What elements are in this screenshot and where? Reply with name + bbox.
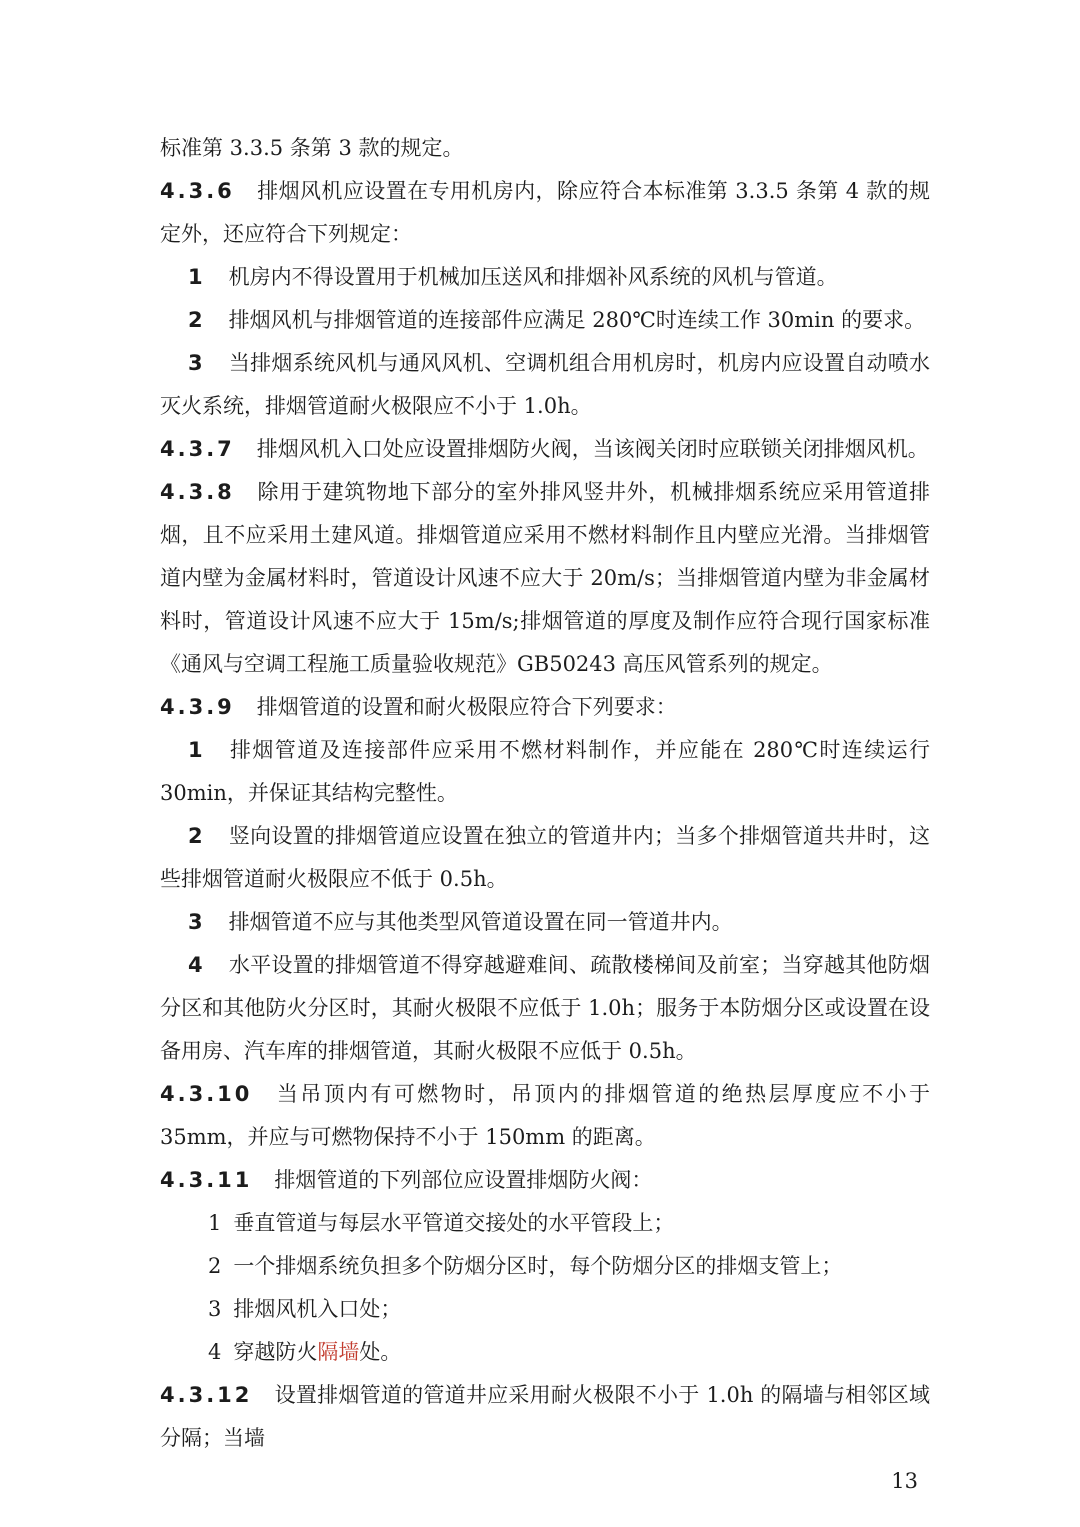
paragraph-text: 排烟管道的设置和耐火极限应符合下列要求： <box>256 695 677 719</box>
clause-number: 4.3.7 <box>160 437 235 461</box>
paragraph-text: 除用于建筑物地下部分的室外排风竖井外，机械排烟系统应采用管道排烟，且不应采用土建风道。排烟管道应采用不燃材料制作且内壁应光滑。当排烟管道内壁为金属材料时，管道设计风速不应大于 20m/s；当排烟管道内壁为非金属材料时，管道设计风速不应大于 15m/s;排烟管道的厚度及制作应符合现行国家标准《通风与空调工程施工质量验收规范》GB50243 高压风管系列的规定。 <box>160 480 930 676</box>
item-number: 2 <box>188 308 203 332</box>
clause-4-3-9 <box>160 686 930 729</box>
clause-4-3-7 <box>160 428 930 471</box>
clause-4-3-10 <box>160 1073 930 1159</box>
paragraph-text: 处。 <box>359 1340 402 1364</box>
paragraph-text: 设置排烟管道的管道井应采用耐火极限不小于 1.0h 的隔墙与相邻区域分隔；当墙 <box>160 1383 930 1450</box>
item-number: 2 <box>188 824 203 848</box>
highlighted-text: 隔墙 <box>317 1340 360 1364</box>
paragraph-text: 竖向设置的排烟管道应设置在独立的管道井内；当多个排烟管道共井时，这些排烟管道耐火极限应不低于 0.5h。 <box>160 824 930 891</box>
item-number: 1 <box>188 738 203 762</box>
item-number: 1 <box>188 265 203 289</box>
clause-4-3-6 <box>160 170 930 256</box>
continuation-paragraph <box>160 127 930 170</box>
paragraph-text: 排烟管道不应与其他类型风管道设置在同一管道井内。 <box>228 910 733 934</box>
clause-4-3-12 <box>160 1374 930 1460</box>
paragraph-text: 当排烟系统风机与通风风机、空调机组合用机房时，机房内应设置自动喷水灭火系统，排烟管道耐火极限应不小于 1.0h。 <box>160 351 930 418</box>
page-number: 13 <box>891 1469 918 1493</box>
paragraph-text: 垂直管道与每层水平管道交接处的水平管段上； <box>233 1211 675 1235</box>
clause-4-3-9-item-2 <box>160 815 930 901</box>
item-number: 3 <box>188 351 203 375</box>
paragraph-text: 排烟风机入口处； <box>233 1297 402 1321</box>
clause-4-3-9-item-1 <box>160 729 930 815</box>
clause-4-3-11 <box>160 1159 930 1202</box>
paragraph-text: 标准第 3.3.5 条第 3 款的规定。 <box>160 136 464 160</box>
clause-number: 4.3.9 <box>160 695 235 719</box>
paragraph-text: 排烟风机入口处应设置排烟防火阀，当该阀关闭时应联锁关闭排烟风机。 <box>256 437 929 461</box>
clause-4-3-6-item-3 <box>160 342 930 428</box>
item-number: 1 <box>208 1211 222 1235</box>
clause-number: 4.3.10 <box>160 1082 253 1106</box>
paragraph-text: 穿越防火 <box>233 1340 318 1364</box>
clause-4-3-6-item-2 <box>160 299 930 342</box>
paragraph-text: 一个排烟系统负担多个防烟分区时，每个防烟分区的排烟支管上； <box>233 1254 843 1278</box>
paragraph-text: 排烟风机应设置在专用机房内，除应符合本标准第 3.3.5 条第 4 款的规定外，还应符合下列规定： <box>160 179 930 246</box>
item-number: 4 <box>188 953 203 977</box>
paragraph-text: 排烟风机与排烟管道的连接部件应满足 280℃时连续工作 30min 的要求。 <box>228 308 926 332</box>
clause-4-3-9-item-3 <box>160 901 930 944</box>
item-number: 3 <box>208 1297 222 1321</box>
clause-4-3-8 <box>160 471 930 686</box>
clause-4-3-9-item-4 <box>160 944 930 1073</box>
paragraph-text: 排烟管道的下列部位应设置排烟防火阀： <box>274 1168 653 1192</box>
clause-4-3-11-item-2 <box>160 1245 930 1288</box>
clause-4-3-11-item-1 <box>160 1202 930 1245</box>
clause-4-3-6-item-1 <box>160 256 930 299</box>
item-number: 2 <box>208 1254 222 1278</box>
clause-4-3-11-item-4 <box>160 1331 930 1374</box>
item-number: 4 <box>208 1340 222 1364</box>
clause-number: 4.3.12 <box>160 1383 253 1407</box>
paragraph-text: 当吊顶内有可燃物时，吊顶内的排烟管道的绝热层厚度应不小于 35mm，并应与可燃物保持不小于 150mm 的距离。 <box>160 1082 930 1149</box>
item-number: 3 <box>188 910 203 934</box>
paragraph-text: 水平设置的排烟管道不得穿越避难间、疏散楼梯间及前室；当穿越其他防烟分区和其他防火分区时，其耐火极限不应低于 1.0h；服务于本防烟分区或设置在设备用房、汽车库的排烟管道，其耐火极限不应低于 0.5h。 <box>160 953 930 1063</box>
paragraph-text: 排烟管道及连接部件应采用不燃材料制作，并应能在 280℃时连续运行 30min，并保证其结构完整性。 <box>160 738 930 805</box>
clause-4-3-11-item-3 <box>160 1288 930 1331</box>
clause-number: 4.3.8 <box>160 480 235 504</box>
paragraph-text: 机房内不得设置用于机械加压送风和排烟补风系统的风机与管道。 <box>228 265 838 289</box>
clause-number: 4.3.11 <box>160 1168 253 1192</box>
clause-number: 4.3.6 <box>160 179 235 203</box>
